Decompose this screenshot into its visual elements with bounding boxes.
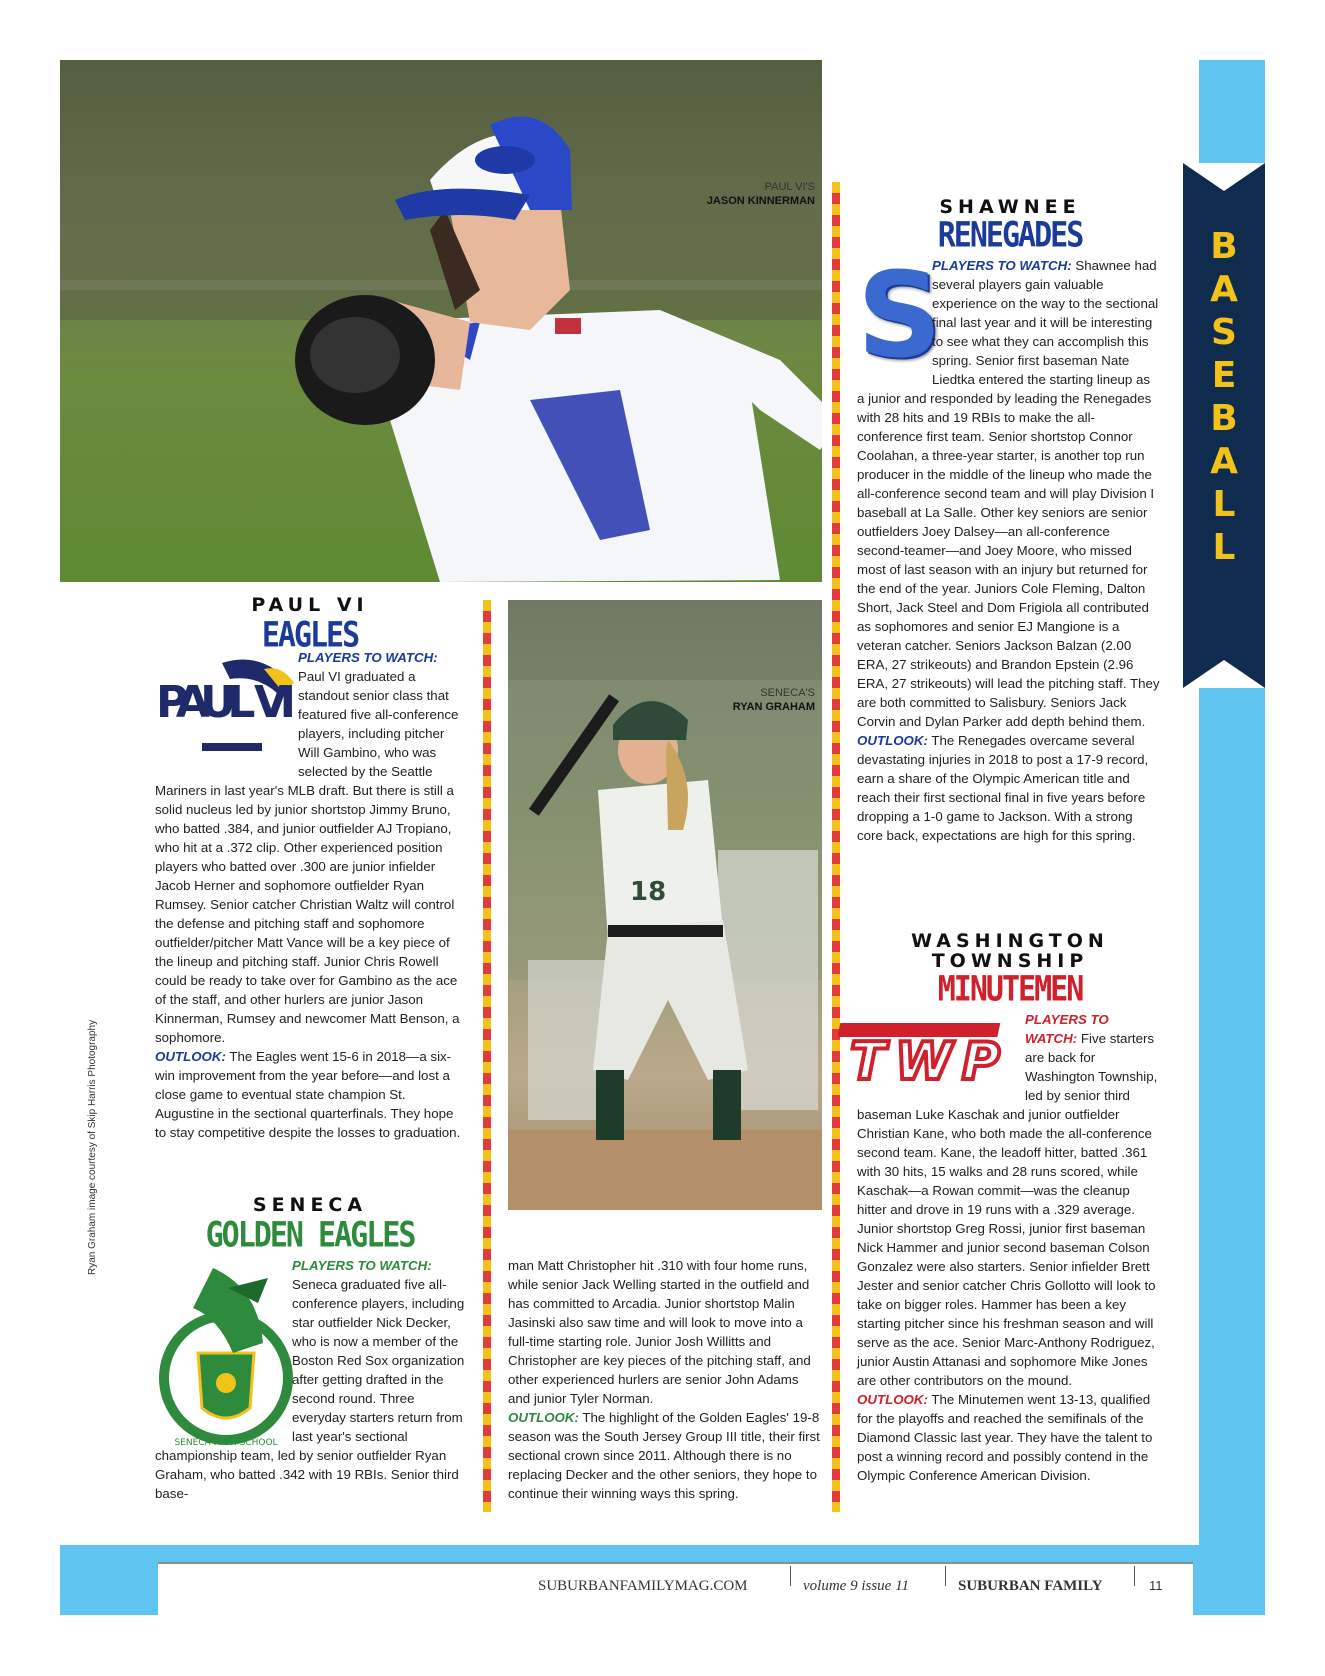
footer-issue: volume 9 issue 11 <box>803 1578 909 1594</box>
seneca-outlook-label: OUTLOOK: <box>508 1410 579 1425</box>
washington-city-1: WASHINGTON <box>911 930 1109 952</box>
column-divider-right <box>832 182 840 1512</box>
paulvi-team-name: EAGLES <box>261 615 359 656</box>
ribbon-notch-top <box>1183 163 1265 191</box>
washington-body <box>857 1010 1160 1485</box>
seneca-outlook-text: The highlight of the Golden Eagles' 19-8 season was the South Jersey Group III title, their first sectional crown since 2011. Although there is no replacing Decker and the other seniors, they hope to continue their winning ways this spring. <box>508 1410 820 1501</box>
footer-sep-2 <box>945 1566 946 1586</box>
seneca-logo-spacer <box>155 1256 292 1444</box>
pitcher-illustration <box>60 60 822 582</box>
column-divider-middle <box>483 600 491 1512</box>
washington-logo-spacer <box>857 1010 1025 1105</box>
washington-outlook-text: The Minutemen went 13-13, qualified for the playoffs and reached the semifinals of the Diamond Classic last year. They have the talent to post a winning record and possibly contend in the Olympic Conference American Division. <box>857 1392 1153 1483</box>
washington-players-label: PLAYERS TO WATCH: <box>1025 1012 1109 1046</box>
seneca-players-text-2: man Matt Christopher hit .310 with four home runs, while senior Jack Welling started in the outfield and has committed to Arcadia. Junior shortstop Malin Jasinski also saw time and will look to move into a full-time starting role. Junior Josh Willitts and Christopher are key pieces of the pitching staff, and other experienced hurlers are senior John Adams and junior Tyler Norman. <box>508 1258 811 1406</box>
paulvi-body <box>155 648 467 1142</box>
seneca-city: SENECA <box>252 1194 368 1216</box>
seneca-logo-text: SENECA HIGH SCHOOL <box>174 1438 278 1448</box>
footer-sep-3 <box>1134 1566 1135 1586</box>
caption-name: JASON KINNERMAN <box>706 195 815 207</box>
photo-credit: Ryan Graham image courtesy of Skip Harris Photography <box>87 1019 98 1275</box>
paulvi-outlook-text: The Eagles went 15-6 in 2018—a six-win improvement from the year before—and lost a close game to eventual state champion St. Augustine in the sectional quarterfinals. They hope to stay competitive despite the losses to graduation. <box>155 1049 461 1140</box>
caption-school: PAUL VI'S <box>764 181 815 193</box>
shawnee-body <box>857 246 1160 845</box>
washington-logo-text: TWP <box>850 1032 1000 1087</box>
caption-name: RYAN GRAHAM <box>732 701 815 713</box>
shawnee-city: SHAWNEE <box>939 196 1081 218</box>
shawnee-dropcap: S <box>857 246 942 384</box>
footer-mag: SUBURBAN FAMILY <box>958 1578 1103 1594</box>
shawnee-players-label: PLAYERS TO WATCH: <box>932 258 1072 273</box>
paulvi-logo-text: PAUL VI <box>156 677 296 728</box>
photo-caption-graham <box>680 686 815 714</box>
shawnee-outlook-text: The Renegades overcame several devastating injuries in 2018 to post a 17-9 record, earn a share of the Olympic American title and reach their first sectional final in five years before dropping a 1-0 game to Jackson. With a strong core back, expectations are high for this spring. <box>857 733 1149 843</box>
svg-text:18: 18 <box>630 877 667 907</box>
paulvi-logo-spacer <box>155 648 298 773</box>
washington-city-2: TOWNSHIP <box>931 950 1089 972</box>
shawnee-outlook-label: OUTLOOK: <box>857 733 928 748</box>
paulvi-players-label: PLAYERS TO WATCH: <box>298 650 438 665</box>
seneca-team-name: GOLDEN EAGLES <box>205 1215 415 1256</box>
washington-team-name: MINUTEMEN <box>937 969 1083 1010</box>
photo-jason-kinnerman <box>60 60 822 582</box>
footer-sep-1 <box>790 1566 791 1586</box>
seneca-players-label: PLAYERS TO WATCH: <box>292 1258 432 1273</box>
seneca-body-col2 <box>508 1256 822 1503</box>
paulvi-outlook-label: OUTLOOK: <box>155 1049 226 1064</box>
washington-outlook-label: OUTLOOK: <box>857 1392 928 1407</box>
seneca-body-col1 <box>155 1256 467 1503</box>
footer-site: SUBURBANFAMILYMAG.COM <box>538 1578 748 1594</box>
footer-page-number: 11 <box>1149 1578 1163 1593</box>
caption-school: SENECA'S <box>760 687 815 699</box>
shawnee-players-text: Shawnee had several players gain valuable experience on the way to the sectional final last year and it will be interesting to see what they can accomplish this spring. Senior first baseman Nate Liedtka entered the starting lineup as a junior and responded by leading the Renegades with 28 hits and 19 RBIs to make the all-conference first team. Senior shortstop Connor Coolahan, a three-year starter, is another top run producer in the middle of the lineup who made the all-conference second team and will play Division I baseball at La Salle. Other key seniors are senior outfielders Joey Dalsey—an all-conference second-teamer—and Joey Moore, who missed most of last season with an injury but returned for the end of the year. Juniors Cole Fleming, Dalton Short, Jack Steel and Dom Frigiola all contributed as sophomores and senior EJ Mangione is a veteran catcher. Seniors Jackson Balzan (2.00 ERA, 27 strikeouts) and Brandon Epstein (2.96 ERA, 27 strikeouts) will lead the pitching staff. They are both committed to Salisbury. Seniors Jack Corvin and Dylan Parker add depth behind them. <box>857 258 1160 729</box>
footer-rule <box>158 1562 1193 1564</box>
paulvi-city: PAUL VI <box>251 594 369 616</box>
shawnee-team-name: RENEGADES <box>937 215 1083 256</box>
photo-caption-kinnerman <box>660 180 815 208</box>
paulvi-players-text: Paul VI graduated a standout senior class that featured five all-conference players, including pitcher Will Gambino, who was selected by the Seattle Mariners in last year's MLB draft. But there is still a solid nucleus led by junior shortstop Jimmy Bruno, who batted .384, and junior outfielder AJ Tropiano, who hit at a .372 clip. Other experienced position players who batted over .300 are junior infielder Jacob Herner and sophomore outfielder Ryan Rumsey. Senior catcher Christian Waltz will control the defense and pitching staff and sophomore outfielder/pitcher Matt Vance will be a key piece of the lineup and pitching staff. Junior Chris Rowell could be ready to take over for Gambino as the ace of the staff, and other hurlers are junior Jason Kinnerman, Rumsey and newcomer Matt Benson, a sophomore. <box>155 669 460 1045</box>
section-title-vertical: B A S E B A L L <box>1210 226 1238 568</box>
washington-players-text: Five starters are back for Washington Township, led by senior third baseman Luke Kaschak and junior outfielder Christian Kane, who both made the all-conference second team. Kane, the leadoff hitter, batted .361 with 30 hits, 15 walks and 28 runs scored, while Kaschak—a Rowan commit—was the cleanup hitter and drove in 19 runs with a .329 average. Junior shortstop Greg Rossi, junior first baseman Nick Hammer and junior second baseman Colson Gonzalez were also starters. Senior infielder Brett Jester and senior catcher Chris Gollotto will look to take on bigger roles. Hammer has been a key starting pitcher since his freshman season and will serve as the ace. Senior Marc-Anthony Rodriguez, junior Austin Attanasi and sophomore Mike Jones are other contributors on the mound. <box>857 1031 1158 1388</box>
seneca-players-text-1: Seneca graduated five all-conference players, including star outfielder Nick Decker, who is now a member of the Boston Red Sox organization after getting drafted in the second round. Three everyday starters return from last year's sectional championship team, led by senior outfielder Ryan Graham, who batted .342 with 19 RBIs. Senior third base- <box>155 1277 465 1501</box>
